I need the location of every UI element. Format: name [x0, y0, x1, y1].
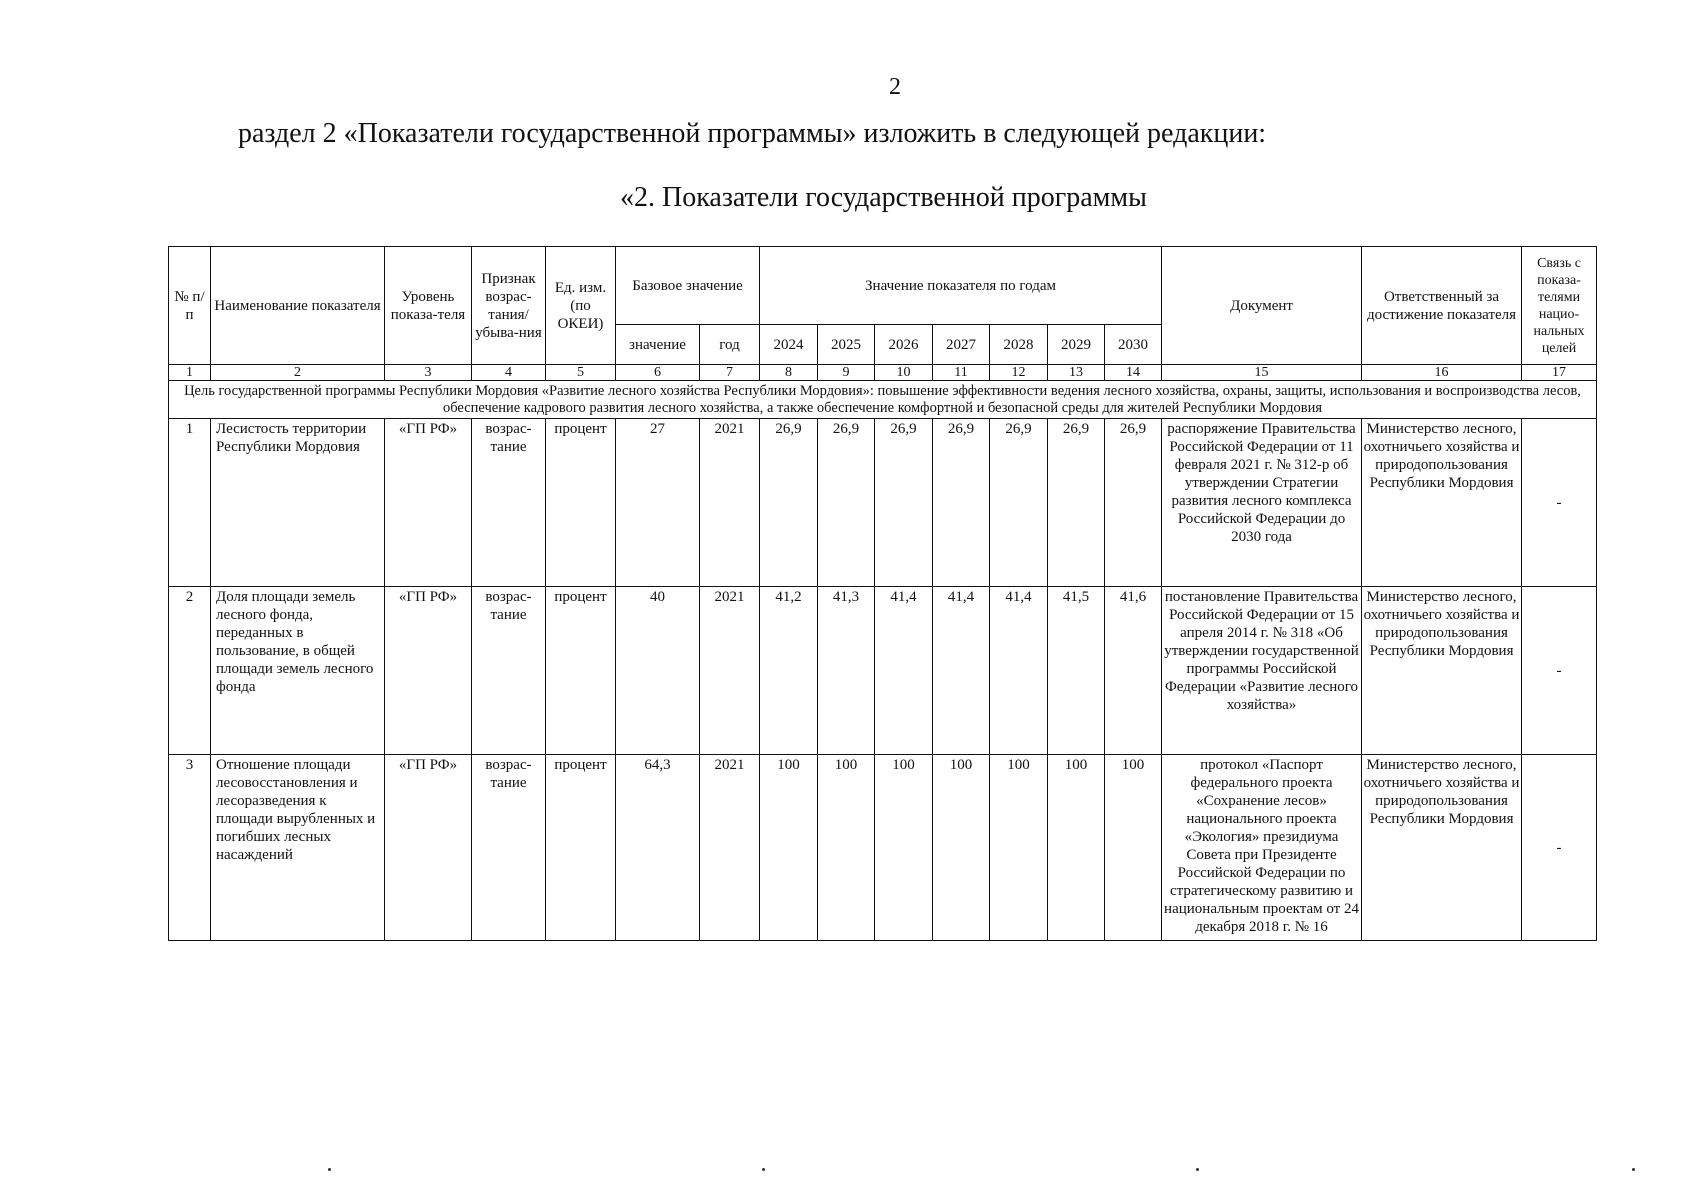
header-responsible: Ответственный за достижение показателя — [1362, 247, 1522, 365]
year-value: 41,4 — [990, 587, 1048, 755]
indicator-unit: процент — [546, 587, 616, 755]
year-value: 100 — [875, 755, 933, 941]
table-row — [169, 587, 1597, 755]
national-goal-link: - — [1522, 419, 1597, 587]
national-goal-link: - — [1522, 587, 1597, 755]
column-number: 4 — [472, 365, 546, 381]
indicator-trend: возрас-тание — [472, 755, 546, 941]
column-number: 1 — [169, 365, 211, 381]
year-value: 100 — [1048, 755, 1105, 941]
scan-dot — [328, 1168, 331, 1171]
year-value: 100 — [990, 755, 1048, 941]
base-value: 40 — [616, 587, 700, 755]
section-title: «2. Показатели государственной программы — [620, 182, 1147, 213]
year-value: 26,9 — [933, 419, 990, 587]
indicators-table — [168, 246, 1597, 941]
header-year: 2027 — [933, 325, 990, 365]
header-level: Уровень показа-теля — [385, 247, 472, 365]
column-number: 5 — [546, 365, 616, 381]
header-year: 2026 — [875, 325, 933, 365]
header-base-year: год — [700, 325, 760, 365]
year-value: 41,2 — [760, 587, 818, 755]
indicator-level: «ГП РФ» — [385, 419, 472, 587]
indicator-document: распоряжение Правительства Российской Федерации от 11 февраля 2021 г. № 312-р об утверждении Стратегии развития лесного комплекса Российской Федерации до 2030 года — [1162, 419, 1362, 587]
scan-dot — [1196, 1168, 1199, 1171]
header-base-value: значение — [616, 325, 700, 365]
intro-text: раздел 2 «Показатели государственной программы» изложить в следующей редакции: — [238, 118, 1267, 149]
year-value: 41,5 — [1048, 587, 1105, 755]
year-value: 26,9 — [875, 419, 933, 587]
year-value: 26,9 — [990, 419, 1048, 587]
page-number: 2 — [889, 74, 901, 100]
scan-dot — [762, 1168, 765, 1171]
column-number: 6 — [616, 365, 700, 381]
column-number: 7 — [700, 365, 760, 381]
row-num: 2 — [169, 587, 211, 755]
column-number: 2 — [211, 365, 385, 381]
year-value: 26,9 — [818, 419, 875, 587]
column-numbers-row — [169, 365, 1597, 381]
header-year: 2029 — [1048, 325, 1105, 365]
header-num: № п/п — [169, 247, 211, 365]
row-num: 3 — [169, 755, 211, 941]
indicator-level: «ГП РФ» — [385, 587, 472, 755]
column-number: 8 — [760, 365, 818, 381]
indicator-document: постановление Правительства Российской Федерации от 15 апреля 2014 г. № 318 «Об утверждении государственной программы Российской Федерации «Развитие лесного хозяйства» — [1162, 587, 1362, 755]
year-value: 100 — [933, 755, 990, 941]
year-value: 26,9 — [760, 419, 818, 587]
base-value: 64,3 — [616, 755, 700, 941]
column-number: 10 — [875, 365, 933, 381]
indicator-unit: процент — [546, 755, 616, 941]
header-trend: Признак возрас-тания/ убыва-ния — [472, 247, 546, 365]
column-number: 13 — [1048, 365, 1105, 381]
header-name: Наименование показателя — [211, 247, 385, 365]
indicator-responsible: Министерство лесного, охотничьего хозяйства и природопользования Республики Мордовия — [1362, 755, 1522, 941]
column-number: 3 — [385, 365, 472, 381]
program-goal: Цель государственной программы Республики Мордовия «Развитие лесного хозяйства Республики Мордовия»: повышение эффективности ведения лесного хозяйства, охраны, защиты, использования и воспроизводства лесов, обеспечение кадрового развития лесного хозяйства, а также обеспечение комфортной и безопасной среды для жителей Республики Мордовия — [169, 381, 1597, 419]
header-year: 2025 — [818, 325, 875, 365]
base-year: 2021 — [700, 755, 760, 941]
indicator-unit: процент — [546, 419, 616, 587]
base-year: 2021 — [700, 587, 760, 755]
table-row — [169, 755, 1597, 941]
header-base: Базовое значение — [616, 247, 760, 325]
indicator-trend: возрас-тание — [472, 419, 546, 587]
year-value: 41,4 — [875, 587, 933, 755]
indicator-level: «ГП РФ» — [385, 755, 472, 941]
header-document: Документ — [1162, 247, 1362, 365]
year-value: 26,9 — [1105, 419, 1162, 587]
indicator-name: Лесистость территории Республики Мордовия — [211, 419, 385, 587]
column-number: 16 — [1362, 365, 1522, 381]
table-row — [169, 419, 1597, 587]
year-value: 100 — [818, 755, 875, 941]
header-year: 2024 — [760, 325, 818, 365]
national-goal-link: - — [1522, 755, 1597, 941]
indicator-trend: возрас-тание — [472, 587, 546, 755]
header-link: Связь с показа-телями нацио-нальных целей — [1522, 247, 1597, 365]
year-value: 41,3 — [818, 587, 875, 755]
base-value: 27 — [616, 419, 700, 587]
year-value: 100 — [760, 755, 818, 941]
header-year: 2028 — [990, 325, 1048, 365]
year-value: 41,6 — [1105, 587, 1162, 755]
header-unit: Ед. изм. (по ОКЕИ) — [546, 247, 616, 365]
year-value: 41,4 — [933, 587, 990, 755]
column-number: 9 — [818, 365, 875, 381]
year-value: 100 — [1105, 755, 1162, 941]
indicator-name: Отношение площади лесовосстановления и лесоразведения к площади вырубленных и погибших лесных насаждений — [211, 755, 385, 941]
row-num: 1 — [169, 419, 211, 587]
column-number: 17 — [1522, 365, 1597, 381]
scan-dot — [1632, 1168, 1635, 1171]
indicator-document: протокол «Паспорт федерального проекта «Сохранение лесов» национального проекта «Экология» президиума Совета при Президенте Российской Федерации по стратегическому развитию и национальным проектам от 24 декабря 2018 г. № 16 — [1162, 755, 1362, 941]
header-year: 2030 — [1105, 325, 1162, 365]
indicator-name: Доля площади земель лесного фонда, переданных в пользование, в общей площади земель лесного фонда — [211, 587, 385, 755]
indicator-responsible: Министерство лесного, охотничьего хозяйства и природопользования Республики Мордовия — [1362, 419, 1522, 587]
column-number: 15 — [1162, 365, 1362, 381]
column-number: 14 — [1105, 365, 1162, 381]
column-number: 11 — [933, 365, 990, 381]
header-years-group: Значение показателя по годам — [760, 247, 1162, 325]
year-value: 26,9 — [1048, 419, 1105, 587]
column-number: 12 — [990, 365, 1048, 381]
goal-row — [169, 381, 1597, 419]
base-year: 2021 — [700, 419, 760, 587]
indicator-responsible: Министерство лесного, охотничьего хозяйства и природопользования Республики Мордовия — [1362, 587, 1522, 755]
